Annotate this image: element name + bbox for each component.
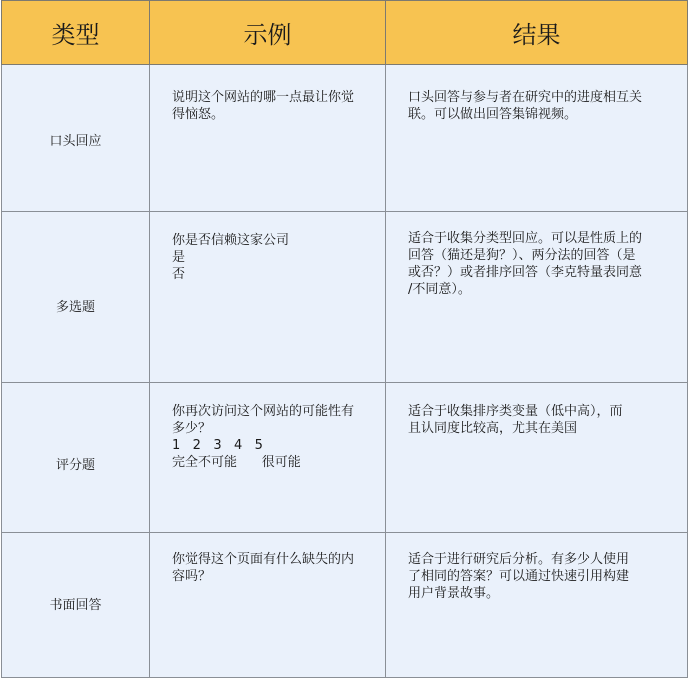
type-cell: 口头回应 [2,65,150,212]
result-line: /不同意）。 [408,282,471,297]
result-line: 适合于收集排序类变量（低中高），而 [408,404,623,419]
example-line: 多少？ [172,421,212,436]
result-line: 联。可以做出回答集锦视频。 [408,107,578,122]
result-line: 适合于收集分类型回应。可以是性质上的 [408,231,643,246]
example-line: 1 2 3 4 5 [172,438,263,453]
result-cell [386,533,688,678]
result-cell [386,65,688,212]
example-cell [150,533,386,678]
example-line: 你是否信赖这家公司 [172,233,290,248]
header-example: 示例 [150,1,386,65]
example-cell [150,65,386,212]
result-line: 了相同的答案？可以通过快速引用构建 [408,569,630,584]
result-cell [386,212,688,383]
example-cell [150,383,386,533]
example-cell [150,212,386,383]
example-line: 你再次访问这个网站的可能性有 [172,404,355,419]
table-row [2,212,688,383]
result-line: 用户背景故事。 [408,586,500,601]
example-line: 否 [172,267,186,282]
result-cell [386,383,688,533]
result-line: 适合于进行研究后分析。有多少人使用 [408,552,630,567]
type-cell: 书面回答 [2,533,150,678]
table-header-row [2,1,688,65]
type-cell: 评分题 [2,383,150,533]
result-line: 或否？）或者排序回答（李克特量表同意 [408,265,643,280]
example-line: 你觉得这个页面有什么缺失的内 [172,552,355,567]
result-line: 口头回答与参与者在研究中的进度相互关 [408,90,643,105]
response-type-table [1,0,688,678]
example-line: 完全不可能 很可能 [172,455,301,470]
example-line: 是 [172,250,186,265]
table-row [2,383,688,533]
example-line: 得恼怒。 [172,107,225,122]
header-type: 类型 [2,1,150,65]
table-row [2,533,688,678]
result-line: 且认同度比较高，尤其在美国 [408,421,578,436]
example-line: 容吗？ [172,569,212,584]
result-line: 回答（猫还是狗？）、两分法的回答（是 [408,248,636,263]
example-line: 说明这个网站的哪一点最让你觉 [172,90,355,105]
table-row [2,65,688,212]
header-result: 结果 [386,1,688,65]
type-cell: 多选题 [2,212,150,383]
